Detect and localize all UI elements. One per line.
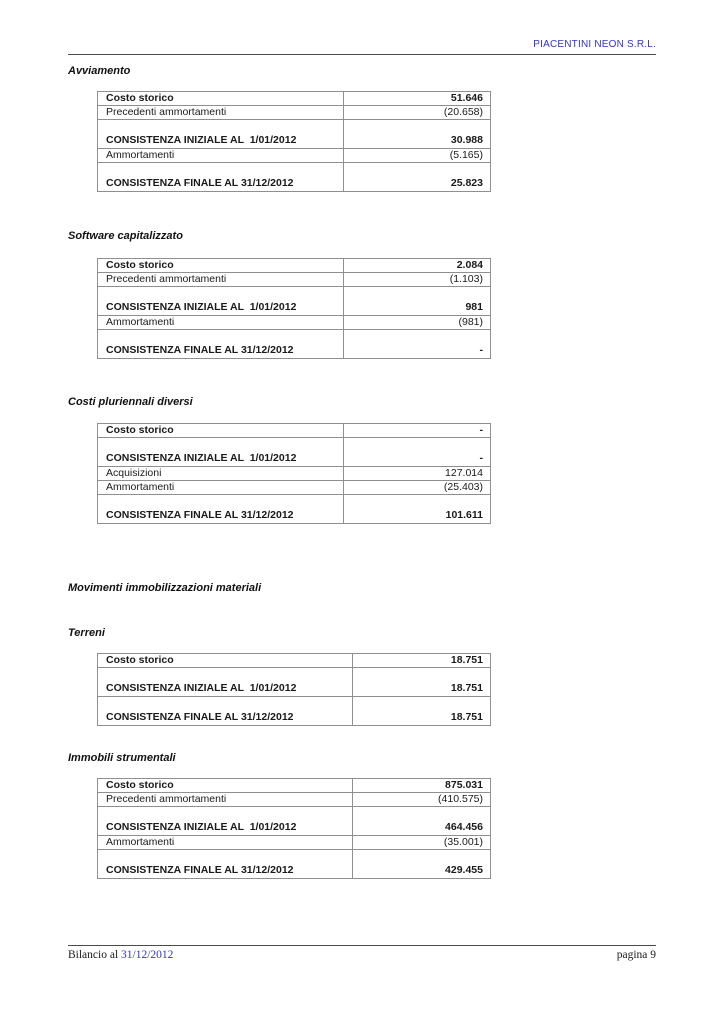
row-label: Acquisizioni (98, 467, 344, 481)
header-rule (68, 54, 656, 55)
row-value: - (344, 424, 491, 438)
row-label: Ammortamenti (98, 149, 344, 163)
row-label: Costo storico (98, 424, 344, 438)
row-value: 464.456 (353, 807, 491, 836)
row-value: 875.031 (353, 779, 491, 793)
row-label: CONSISTENZA FINALE AL 31/12/2012 (98, 495, 344, 524)
row-value: 51.646 (344, 92, 491, 106)
row-value: 101.611 (344, 495, 491, 524)
table-row (98, 273, 491, 287)
table-row (98, 697, 491, 726)
table-row (98, 120, 491, 149)
table-row (98, 779, 491, 793)
footer-left (68, 948, 173, 962)
row-value: - (344, 438, 491, 467)
row-value: 18.751 (353, 654, 491, 668)
row-label: CONSISTENZA INIZIALE AL 1/01/2012 (98, 668, 353, 697)
table-row (98, 259, 491, 273)
table-row (98, 424, 491, 438)
row-label: Precedenti ammortamenti (98, 273, 344, 287)
row-value: 25.823 (344, 163, 491, 192)
row-label: CONSISTENZA INIZIALE AL 1/01/2012 (98, 120, 344, 149)
row-label: CONSISTENZA INIZIALE AL 1/01/2012 (98, 438, 344, 467)
table-row (98, 106, 491, 120)
table-row (98, 807, 491, 836)
row-value: 18.751 (353, 668, 491, 697)
page-footer (68, 945, 656, 962)
row-value: (20.658) (344, 106, 491, 120)
row-value: 2.084 (344, 259, 491, 273)
section-title: Immobili strumentali (68, 752, 176, 764)
row-label: Ammortamenti (98, 481, 344, 495)
section-table (97, 423, 491, 524)
section-table (97, 653, 491, 726)
section-table (97, 91, 491, 192)
row-label: Costo storico (98, 654, 353, 668)
table-row (98, 467, 491, 481)
row-label: CONSISTENZA FINALE AL 31/12/2012 (98, 697, 353, 726)
report-section (68, 627, 656, 726)
section-title: Costi pluriennali diversi (68, 396, 193, 408)
row-value: 127.014 (344, 467, 491, 481)
group-heading: Movimenti immobilizzazioni materiali (68, 582, 262, 594)
row-value: (25.403) (344, 481, 491, 495)
row-label: Costo storico (98, 92, 344, 106)
row-label: CONSISTENZA INIZIALE AL 1/01/2012 (98, 807, 353, 836)
row-value: 981 (344, 287, 491, 316)
row-label: Costo storico (98, 779, 353, 793)
report-section (68, 396, 656, 524)
row-label: Ammortamenti (98, 316, 344, 330)
footer-balance-label: Bilancio al (68, 949, 122, 961)
row-label: CONSISTENZA FINALE AL 31/12/2012 (98, 330, 344, 359)
row-value: (35.001) (353, 836, 491, 850)
table-row (98, 287, 491, 316)
section-title: Terreni (68, 627, 105, 639)
section-title: Avviamento (68, 65, 131, 77)
row-value: (410.575) (353, 793, 491, 807)
report-section (68, 65, 656, 192)
row-value: (1.103) (344, 273, 491, 287)
row-label: Precedenti ammortamenti (98, 106, 344, 120)
row-value: 18.751 (353, 697, 491, 726)
table-row (98, 481, 491, 495)
table-row (98, 654, 491, 668)
table-row (98, 92, 491, 106)
section-table (97, 258, 491, 359)
document-body (68, 65, 656, 879)
table-row (98, 438, 491, 467)
report-section (68, 230, 656, 359)
table-row (98, 316, 491, 330)
section-title: Software capitalizzato (68, 230, 183, 242)
row-value: - (344, 330, 491, 359)
row-label: Costo storico (98, 259, 344, 273)
footer-page-number: pagina 9 (616, 949, 656, 961)
row-value: 30.988 (344, 120, 491, 149)
row-label: CONSISTENZA FINALE AL 31/12/2012 (98, 163, 344, 192)
row-value: (981) (344, 316, 491, 330)
table-row (98, 793, 491, 807)
table-row (98, 850, 491, 879)
table-row (98, 330, 491, 359)
row-label: CONSISTENZA FINALE AL 31/12/2012 (98, 850, 353, 879)
footer-balance-date: 31/12/2012 (121, 949, 174, 961)
page-header (68, 0, 656, 55)
row-value: 429.455 (353, 850, 491, 879)
table-row (98, 668, 491, 697)
row-label: Precedenti ammortamenti (98, 793, 353, 807)
report-section (68, 752, 656, 879)
row-value: (5.165) (344, 149, 491, 163)
table-row (98, 495, 491, 524)
section-table (97, 778, 491, 879)
table-row (98, 836, 491, 850)
row-label: CONSISTENZA INIZIALE AL 1/01/2012 (98, 287, 344, 316)
table-row (98, 163, 491, 192)
row-label: Ammortamenti (98, 836, 353, 850)
table-row (98, 149, 491, 163)
company-name: PIACENTINI NEON S.R.L. (533, 39, 656, 50)
